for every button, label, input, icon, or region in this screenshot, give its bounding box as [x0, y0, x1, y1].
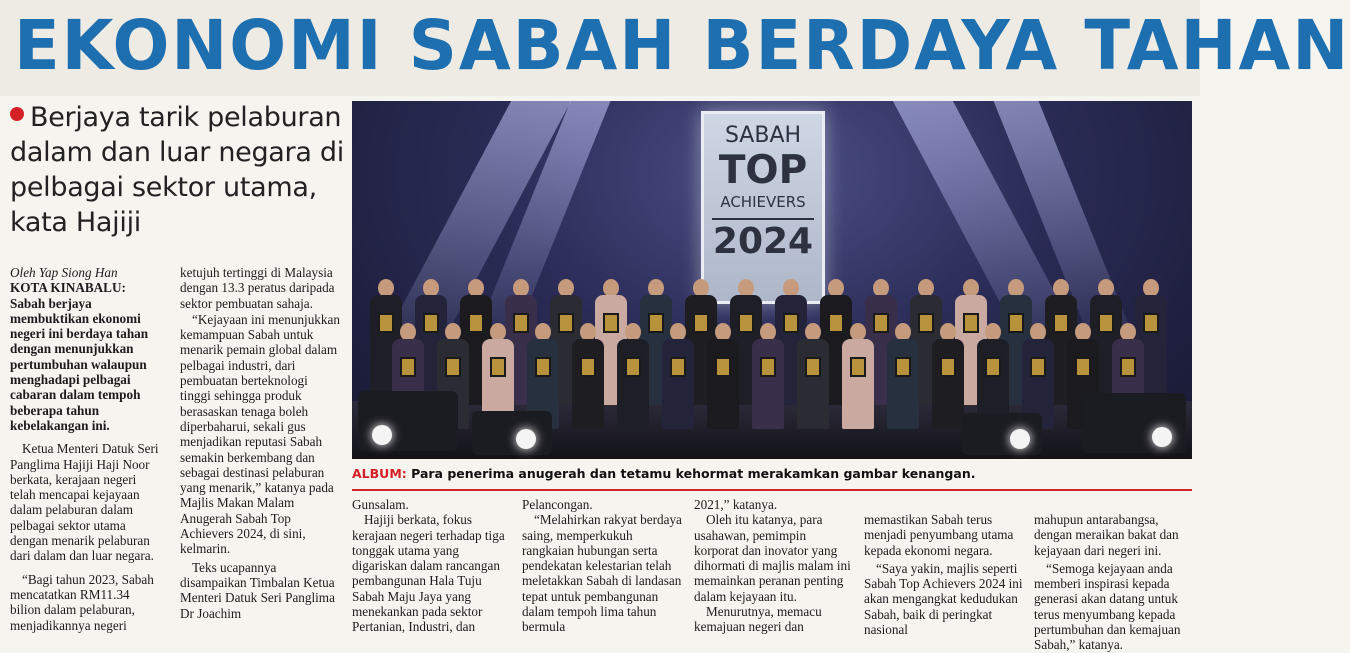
event-photo [352, 101, 1192, 459]
stage-light-icon [516, 429, 536, 449]
person-body [842, 339, 874, 429]
stage-light-icon [1010, 429, 1030, 449]
award-plaque-icon [1098, 313, 1114, 333]
paragraph: Gunsalam. [352, 497, 409, 512]
award-plaque-icon [400, 357, 416, 377]
deck-text: Berjaya tarik pelaburan dalam dan luar negara di pelbagai sektor utama, kata Hajiji [10, 102, 344, 238]
award-plaque-icon [1075, 357, 1091, 377]
award-plaque-icon [445, 357, 461, 377]
award-plaque-icon [1053, 313, 1069, 333]
award-plaque-icon [670, 357, 686, 377]
award-plaque-icon [805, 357, 821, 377]
award-plaque-icon [715, 357, 731, 377]
award-plaque-icon [693, 313, 709, 333]
award-plaque-icon [603, 313, 619, 333]
paragraph: Hajiji berkata, fokus kerajaan negeri terhadap tiga tonggak utama yang digariskan dalam rancangan pembangunan Hala Tuju Sabah Maju Jaya yang menekankan pada sektor Pertanian, Industri, dan [352, 512, 505, 635]
award-plaque-icon [468, 313, 484, 333]
red-bullet-icon [10, 107, 24, 121]
caption-text: Para penerima anugerah dan tetamu kehormat merakamkan gambar kenangan. [406, 466, 976, 481]
award-plaque-icon [513, 313, 529, 333]
headline: EKONOMI SABAH BERDAYA TAHAN [14, 6, 1350, 86]
award-plaque-icon [760, 357, 776, 377]
award-plaque-icon [940, 357, 956, 377]
article-column-3 [352, 497, 510, 635]
dateline: KOTA KINABALU: [10, 280, 126, 296]
award-plaque-icon [783, 313, 799, 333]
award-plaque-icon [738, 313, 754, 333]
screen-text-achievers: ACHIEVERS [720, 193, 806, 211]
article-column-7 [1034, 512, 1196, 653]
award-plaque-icon [918, 313, 934, 333]
stage-speaker [962, 413, 1042, 455]
paragraph: mahupun antarabangsa, dengan meraikan bakat dan kejayaan dari negeri ini. [1034, 512, 1179, 558]
award-plaque-icon [873, 313, 889, 333]
screen-text-top: TOP [718, 148, 808, 193]
paragraph: 2021,” katanya. [694, 497, 778, 512]
paragraph: Oleh itu katanya, para usahawan, pemimpin korporat dan inovator yang dihormati di majlis malam ini memainkan peranan penting dalam kejayaan itu. [694, 512, 851, 604]
lead-text: Sabah berjaya membuktikan ekonomi negeri ini berdaya tahan dengan menunjukkan pertumbuhan walaupun menghadapi pelbagai cabaran dalam tempoh beberapa tahun kebelakangan ini. [10, 295, 149, 433]
stage-speaker [358, 391, 458, 451]
person-body [887, 339, 919, 429]
person-body [932, 339, 964, 429]
award-plaque-icon [985, 357, 1001, 377]
screen-text-sabah: SABAH [724, 123, 802, 148]
award-plaque-icon [558, 313, 574, 333]
award-plaque-icon [1030, 357, 1046, 377]
award-plaque-icon [1008, 313, 1024, 333]
paragraph: “Semoga kejayaan anda memberi inspirasi kepada generasi akan datang untuk terus menyumbang kepada pertumbuhan dan kemajuan Sabah,” katanya. [1034, 560, 1181, 653]
article-column-5 [694, 497, 854, 635]
stage-light-icon [1152, 427, 1172, 447]
person-body [617, 339, 649, 429]
paragraph: “Saya yakin, majlis seperti Sabah Top Achievers 2024 ini akan mengangkat kedudukan Sabah, baik di peringkat nasional [864, 560, 1023, 638]
stage-screen [701, 111, 825, 304]
paragraph: “Kejayaan ini menunjukkan kemampuan Sabah untuk menarik pemain global dalam pelbagai industri, dari pembuatan berteknologi tinggi sehingga produk berasaskan tenaga boleh diperbaharui, sekali gus menjadikan reputasi Sabah semakin berkembang dan sebagai destinasi pelaburan yang menarik,” katanya pada Majlis Makan Malam Anugerah Sabah Top Achievers 2024, di sini, kelmarin. [180, 311, 340, 557]
award-plaque-icon [1143, 313, 1159, 333]
award-plaque-icon [1120, 357, 1136, 377]
article-column-2 [180, 265, 340, 621]
paragraph: Ketua Menteri Datuk Seri Panglima Hajiji Haji Noor berkata, kerajaan negeri telah mencapai kejayaan dalam pelaburan dalam pelbagai sektor utama dengan menarik pelaburan dari dalam dan luar negara. [10, 441, 159, 564]
award-plaque-icon [423, 313, 439, 333]
award-plaque-icon [625, 357, 641, 377]
paragraph: Menurutnya, memacu kemajuan negeri dan [694, 604, 822, 635]
article-column-6 [864, 512, 1024, 637]
person-body [707, 339, 739, 429]
paragraph: “Bagi tahun 2023, Sabah mencatatkan RM11.34 bilion dalam pelaburan, menjadikannya negeri [10, 571, 154, 633]
paragraph: “Melahirkan rakyat berdaya saing, memperkukuh rangkaian hubungan serta pendekatan kelestarian telah meletakkan Sabah di landasan tepat untuk pembangunan dalam tempoh lima tahun bermula [522, 512, 682, 635]
paragraph: Teks ucapannya disampaikan Timbalan Ketua Menteri Datuk Seri Panglima Dr Joachim [180, 559, 335, 621]
award-plaque-icon [828, 313, 844, 333]
lead-paragraph [10, 280, 162, 433]
paragraph: memastikan Sabah terus menjadi penyumbang utama kepada ekonomi negara. [864, 512, 1014, 558]
paragraph: Pelancongan. [522, 497, 593, 512]
stage-speaker [472, 411, 552, 455]
award-plaque-icon [850, 357, 866, 377]
award-plaque-icon [535, 357, 551, 377]
deck [10, 100, 348, 240]
person-body [662, 339, 694, 429]
article-column-1 [10, 265, 162, 633]
award-plaque-icon [580, 357, 596, 377]
screen-text-year: 2024 [712, 218, 814, 264]
person-body [752, 339, 784, 429]
award-plaque-icon [895, 357, 911, 377]
article-column-4 [522, 497, 682, 635]
caption-rule [352, 489, 1192, 491]
stage-light-icon [372, 425, 392, 445]
paragraph: ketujuh tertinggi di Malaysia dengan 13.3 peratus daripada sektor pembuatan sahaja. [180, 265, 335, 311]
caption-tag: ALBUM: [352, 466, 407, 481]
photo-caption [352, 466, 1192, 481]
award-plaque-icon [648, 313, 664, 333]
stage-speaker [1082, 393, 1186, 453]
byline: Oleh Yap Siong Han [10, 265, 118, 280]
headline-banner [0, 0, 1350, 96]
award-plaque-icon [963, 313, 979, 333]
person-body [797, 339, 829, 429]
award-plaque-icon [490, 357, 506, 377]
person-body [572, 339, 604, 429]
award-plaque-icon [378, 313, 394, 333]
